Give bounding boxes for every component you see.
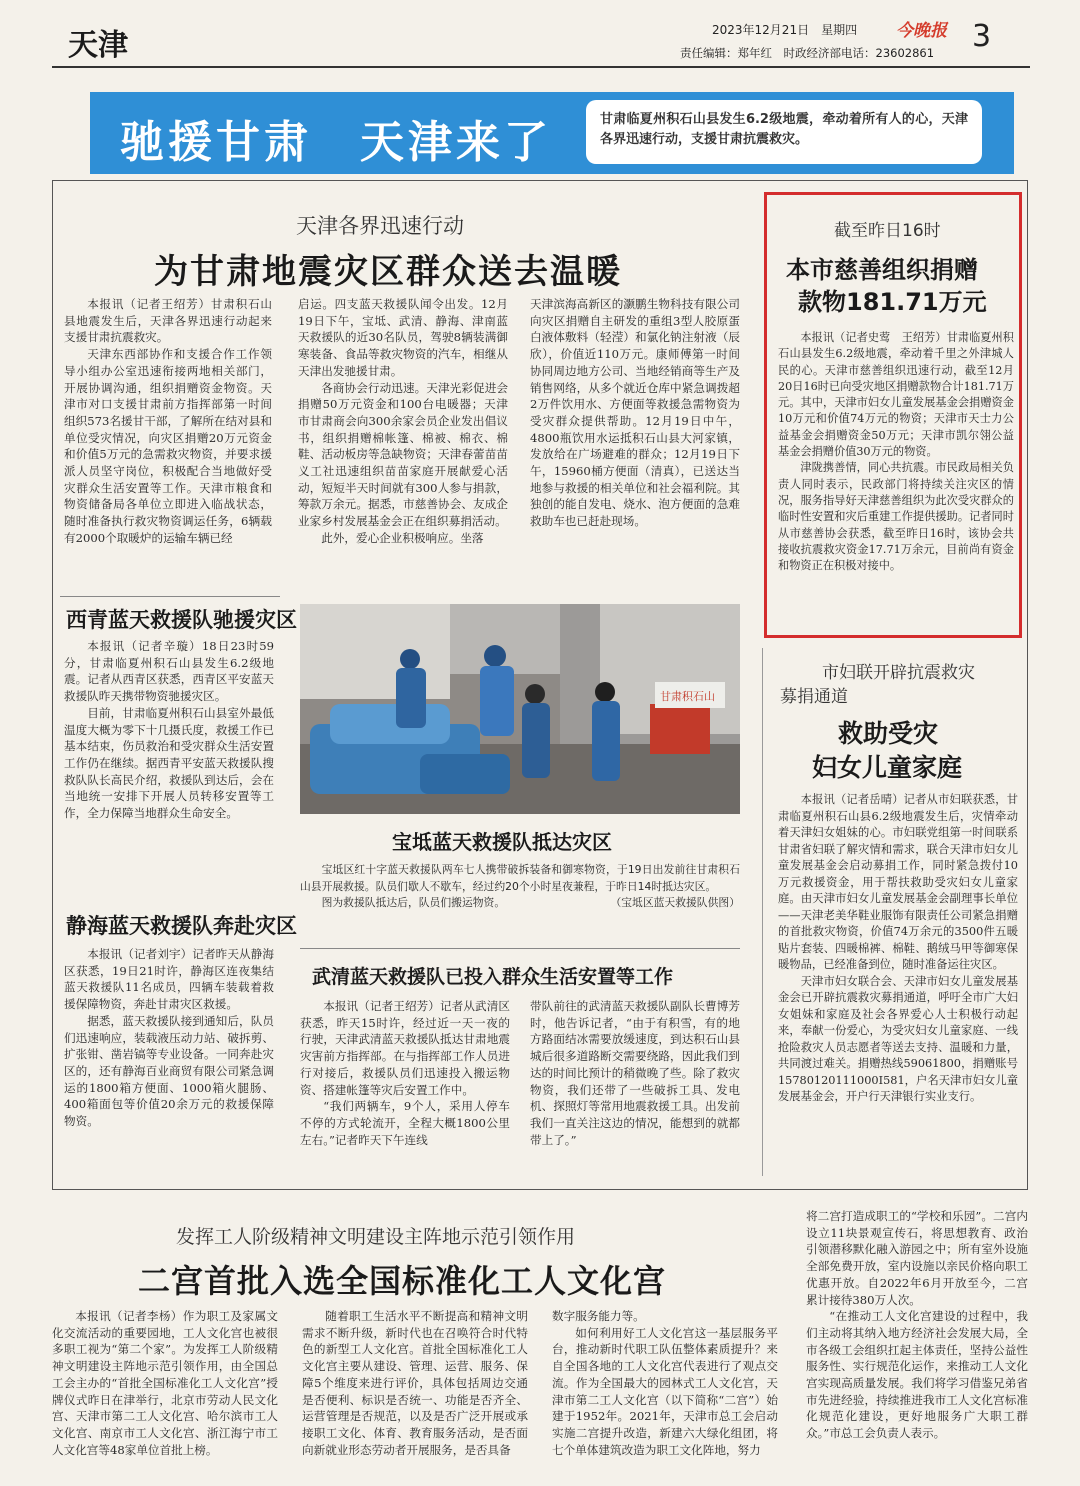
donation-kicker: 截至昨日16时 (834, 221, 941, 241)
lead-col-3 (530, 296, 740, 530)
lead-col2-p2: 各商协会行动迅速。天津光彩促进会捐赠50万元资金和100台电暖器；天津市甘肃商会向300余家会员企业发出倡议书，组织捐赠棉帐篷、棉被、棉衣、棉鞋、活动板房等急缺物资；天津春蕾苗苗义工社迅速组织苗苗家庭开展献爱心活动，短短半天时间就有300人参与捐款，筹款万余元。据悉，市慈善协会、友成企业家乡村发展基金会正在组织募捐活动。 (298, 380, 508, 529)
women-body (778, 792, 1018, 1106)
palace-col-2 (302, 1308, 528, 1458)
photo-caption-note (300, 895, 740, 912)
banner-subtitle-box (586, 100, 982, 164)
donation-headline-1: 本市慈善组织捐赠 (786, 256, 978, 284)
palace-p4: 如何利用好工人文化宫这一基层服务平台，推动新时代职工队伍整体素质提升？来自全国各地的工人文化宫代表进行了观点交流。作为全国最大的园林式工人文化宫，天津市第二工人文化宫（以下简称“二宫”）始建于1952年。2021年，天津市总工会启动实施二宫提升改造，新建六大绿化组团，将七个单体建筑改造为职工文化阵地，努力 (552, 1325, 778, 1457)
xiqing-headline: 西青蓝天救援队驰援灾区 (66, 608, 297, 632)
news-photo (300, 604, 740, 814)
photo-signage: 甘肃积石山 (660, 690, 715, 703)
xiqing-p1: 本报讯（记者辛璇）18日23时59分，甘肃临夏州积石山县发生6.2级地震。记者从西青区获悉，西青区平安蓝天救援队昨天携带物资驰援灾区。 (64, 639, 274, 704)
photo-credit: （宝坻区蓝天救援队供图） (610, 896, 740, 909)
palace-headline: 二宫首批入选全国标准化工人文化宫 (138, 1262, 667, 1300)
women-kicker-1: 市妇联开辟抗震救灾 (822, 663, 975, 683)
palace-p1: 本报讯（记者李杨）作为职工及家属文化交流活动的重要园地，工人文化宫也被很多职工视为“第二个家”。为发挥工人阶级精神文明建设主阵地示范引领作用，由全国总工会主办的“首批全国标准化工人文化宫”授牌仪式昨日在津举行，北京市劳动人民文化宫、天津市第二工人文化宫、哈尔滨市工人文化宫、南京市工人文化宫、浙江海宁市工人文化宫等48家单位首批上榜。 (52, 1309, 278, 1457)
lead-col-2 (298, 296, 508, 547)
wuqing-p3: 带队前往的武清蓝天救援队副队长曹博芳时，他告诉记者，“由于有积雪，有的地方路面结冰需要放缓速度，到达积石山县城后很多道路断交需要绕路，因此我们到达的时间比预计的稍微晚了些。除了救灾物资，我们还带了一些破拆工具、发电机、探照灯等常用地震救援工具。出发前我们一直关注这边的情况，能想到的就都带上了。” (530, 999, 740, 1147)
issue-date: 2023年12月21日 星期四 (712, 23, 858, 37)
donation-p2: 津陇携善情，同心共抗震。市民政局相关负责人同时表示，民政部门将持续关注灾区的情况，服务指导好天津慈善组织为此次受灾群众的临时性安置和灾后重建工作提供援助。记者同时从市慈善协会获悉，截至昨日16时，该协会共接收抗震救灾资金17.71万余元，目前尚有资金和物资正在积极对接中。 (778, 461, 1014, 573)
palace-kicker: 发挥工人阶级精神文明建设主阵地示范引领作用 (176, 1226, 576, 1248)
page-number: 3 (972, 19, 992, 54)
donation-p1: 本报讯（记者史莺 王绍芳）甘肃临夏州积石山县发生6.2级地震，牵动着千里之外津城人民的心。天津市慈善组织迅速行动，截至12月20日16时已向受灾地区捐赠款物合计181.71万元。其中，天津市妇女儿童发展基金会捐赠资金10万元和价值74万元的物资；天津市天士力公益基金会捐赠资金50万元；天津市凯尔翎公益基金会捐赠价值30万元的物资。 (778, 331, 1014, 459)
section-name: 天津 (68, 28, 128, 63)
banner-subtitle: 甘肃临夏州积石山县发生6.2级地震，牵动着所有人的心，天津各界迅速行动，支援甘肃抗震救灾。 (600, 112, 968, 147)
right-col-divider (762, 648, 763, 1176)
palace-p5: 将二宫打造成职工的“学校和乐园”。二宫内设立11块景观宣传石，将思想教育、政治引领潜移默化融入游园之中；所有室外设施全部免费开放，室内设施以亲民价格向职工优惠开放。自2022年6月开放至今，二宫累计接待380万人次。 (806, 1209, 1028, 1307)
palace-col-3 (552, 1308, 778, 1458)
women-headline-1: 救助受灾 (838, 719, 939, 748)
wuqing-rule (300, 948, 740, 949)
xiqing-body (64, 638, 274, 822)
wuqing-col-2 (530, 998, 740, 1148)
jinghai-p1: 本报讯（记者刘宇）记者昨天从静海区获悉，19日21时许，静海区连夜集结蓝天救援队11名成员，四辆车装载着救援保障物资，奔赴甘肃灾区救援。 (64, 947, 274, 1012)
palace-p3: 数字服务能力等。 (552, 1309, 645, 1323)
paper-logo: 今晚报 (896, 21, 947, 41)
wuqing-p1: 本报讯（记者王绍芳）记者从武清区获悉，昨天15时许，经过近一天一夜的行驶，天津武清蓝天救援队抵达甘肃地震灾害前方指挥部。在与指挥部工作人员进行对接后，救援队员们迅速投入搬运物资、搭建帐篷等灾后安置工作中。 (300, 999, 510, 1097)
jinghai-headline: 静海蓝天救援队奔赴灾区 (66, 914, 297, 938)
lead-col1-p2: 天津东西部协作和支援合作工作领导小组办公室迅速衔接两地相关部门，开展协调沟通，组织捐赠资金物资。天津市对口支援甘肃前方指挥部第一时间组织573名援甘干部，了解所在结对县和单位受灾情况，向灾区捐赠20万元资金和价值5万元的急需救灾物资，并要求援派人员坚守岗位，积极配合当地做好受灾群众生活安置等工作。天津市粮食和物资储备局各单位立即进入临战状态，随时准备执行救灾物资调运任务，6辆载有2000个取暖炉的运输车辆已经 (64, 347, 272, 545)
palace-p2: 随着职工生活水平不断提高和精神文明需求不断升级，新时代也在召唤符合时代特色的新型工人文化宫。首批全国标准化工人文化宫主要从建设、管理、运营、服务、保障5个维度来进行评价，具体包括周边交通是否便利、标识是否统一、功能是否齐全、运营管理是否规范，以及是否广泛开展或承接职工文化、体育、教育服务活动，是否面向新就业形态劳动者开展服务，是否具备 (302, 1309, 528, 1457)
lead-col-1 (64, 296, 272, 547)
wuqing-p2: “我们两辆车，9个人，采用人停车不停的方式轮流开，全程大概1800公里左右。”记者昨天下午连线 (300, 1099, 510, 1147)
rescue-photo-illustration (300, 604, 740, 814)
palace-col-4 (806, 1208, 1028, 1442)
editor-line: 责任编辑：郑年红 时政经济部电话：23602861 (680, 46, 935, 60)
masthead-rule (52, 66, 1030, 68)
women-p2: 天津市妇女联合会、天津市妇女儿童发展基金会已开辟抗震救灾募捐通道，呼吁全市广大妇女姐妹和家庭及社会各界爱心人士积极行动起来，奉献一份爱心，为受灾妇女儿童家庭、一线抢险救灾人员志愿者等送去支持、温暖和力量，共同渡过难关。捐赠热线59061800，捐赠账号15780120111000I581，户名天津市妇女儿童发展基金会，开户行天津银行实业支行。 (778, 974, 1018, 1103)
lead-headline: 为甘肃地震灾区群众送去温暖 (154, 252, 622, 292)
lead-col3-p1: 天津滨海高新区的灏鹏生物科技有限公司向灾区捐赠自主研发的重组3型人胶原蛋白液体敷料（轻滢）和氯化钠注射液（辰欣），价值近110万元。康师傅第一时间协同周边地方公司、当地经销商等生产及销售网络，从多个就近仓库中紧急调拨超2万件饮用水、方便面等救援急需物资为受灾群众提供帮助。12月19日中午，4800瓶饮用水运抵积石山县大河家镇，发放给在广场避难的群众；12月19日下午，15960桶方便面（清真），已送达当地参与救援的相关单位和社会福利院。其独创的能自发电、烧水、泡方便面的急难救助车也已赶赴现场。 (530, 297, 740, 529)
xiqing-rule (60, 596, 280, 597)
lead-col1-p1: 本报讯（记者王绍芳）甘肃积石山县地震发生后，天津各界迅速行动起来支援甘肃抗震救灾。 (64, 297, 272, 345)
women-p1: 本报讯（记者岳晴）记者从市妇联获悉，甘肃临夏州积石山县6.2级地震发生后，灾情牵动着天津妇女姐妹的心。市妇联党组第一时间联系甘肃省妇联了解灾情和需求，联合天津市妇女儿童发展基金会启动募捐工作，同时紧急拨付10万元救援资金，用于帮扶救助受灾妇女儿童家庭。由天津市妇女儿童发展基金会副理事长单位——天津老美华鞋业服饰有限责任公司紧急捐赠的首批救灾物资，价值74万余元的3500件五暖贴片套装、四暖棉裤、棉鞋、鹅绒马甲等御寒保暖物品，已经准备到位，随时准备运往灾区。 (778, 793, 1018, 971)
banner (90, 92, 1014, 174)
photo-caption-text: 宝坻区红十字蓝天救援队两车七人携带破拆装备和御寒物资，于19日出发前往甘肃积石山县开展救援。队员们歇人不歇车，经过约20个小时星夜兼程，于昨日14时抵达灾区。 (300, 863, 740, 893)
jinghai-body (64, 946, 274, 1130)
donation-body (778, 330, 1014, 574)
women-headline-2: 妇女儿童家庭 (812, 753, 963, 782)
photo-caption-note-text: 图为救援队抵达后，队员们搬运物资。 (321, 896, 506, 909)
banner-title: 驰援甘肃 天津来了 (120, 117, 552, 168)
women-kicker-2: 募捐通道 (780, 687, 848, 707)
jinghai-p2: 据悉，蓝天救援队接到通知后，队员们迅速响应，装载液压动力站、破拆剪、扩张钳、凿岩镐等专业设备。一同奔赴灾区的，还有静海百业商贸有限公司紧急调运的1800箱方便面、1000箱火腿肠、400箱面包等价值20余万元的救援保障物资。 (64, 1013, 274, 1129)
photo-caption (300, 862, 740, 912)
palace-col-1 (52, 1308, 278, 1458)
xiqing-p2: 目前，甘肃临夏州积石山县室外最低温度大概为零下十几摄氏度，救援工作已基本结束，伤员救治和受灾群众生活安置工作仍在继续。据西青平安蓝天救援队搜救队队长高民介绍，救援队到达后，会在当地统一安排下开展人员转移安置等工作，全力保障当地群众生命安全。 (64, 705, 274, 821)
wuqing-col-1 (300, 998, 510, 1148)
wuqing-headline: 武清蓝天救援队已投入群众生活安置等工作 (312, 966, 674, 988)
donation-headline-2: 款物181.71万元 (798, 288, 987, 316)
lead-col2-p1: 启运。四支蓝天救援队闻令出发。12月19日下午，宝坻、武清、静海、津南蓝天救援队的近30名队员，驾驶8辆装满御寒装备、食品等救灾物资的汽车，相继从天津出发驰援甘肃。 (298, 297, 508, 378)
palace-p6: “在推动工人文化宫建设的过程中，我们主动将其纳入地方经济社会发展大局，全市各级工会组织扛起主体责任，坚持公益性服务性、实行规范化运作，来推动工人文化宫实现高质量发展。我们将学习借鉴兄弟省市先进经验，持续推进我市工人文化宫标准化规范化建设，更好地服务广大职工群众。”市总工会负责人表示。 (806, 1309, 1028, 1441)
lead-col2-p3: 此外，爱心企业积极响应。坐落 (321, 530, 484, 545)
photo-caption-title: 宝坻蓝天救援队抵达灾区 (392, 830, 612, 854)
lead-kicker: 天津各界迅速行动 (296, 214, 464, 238)
